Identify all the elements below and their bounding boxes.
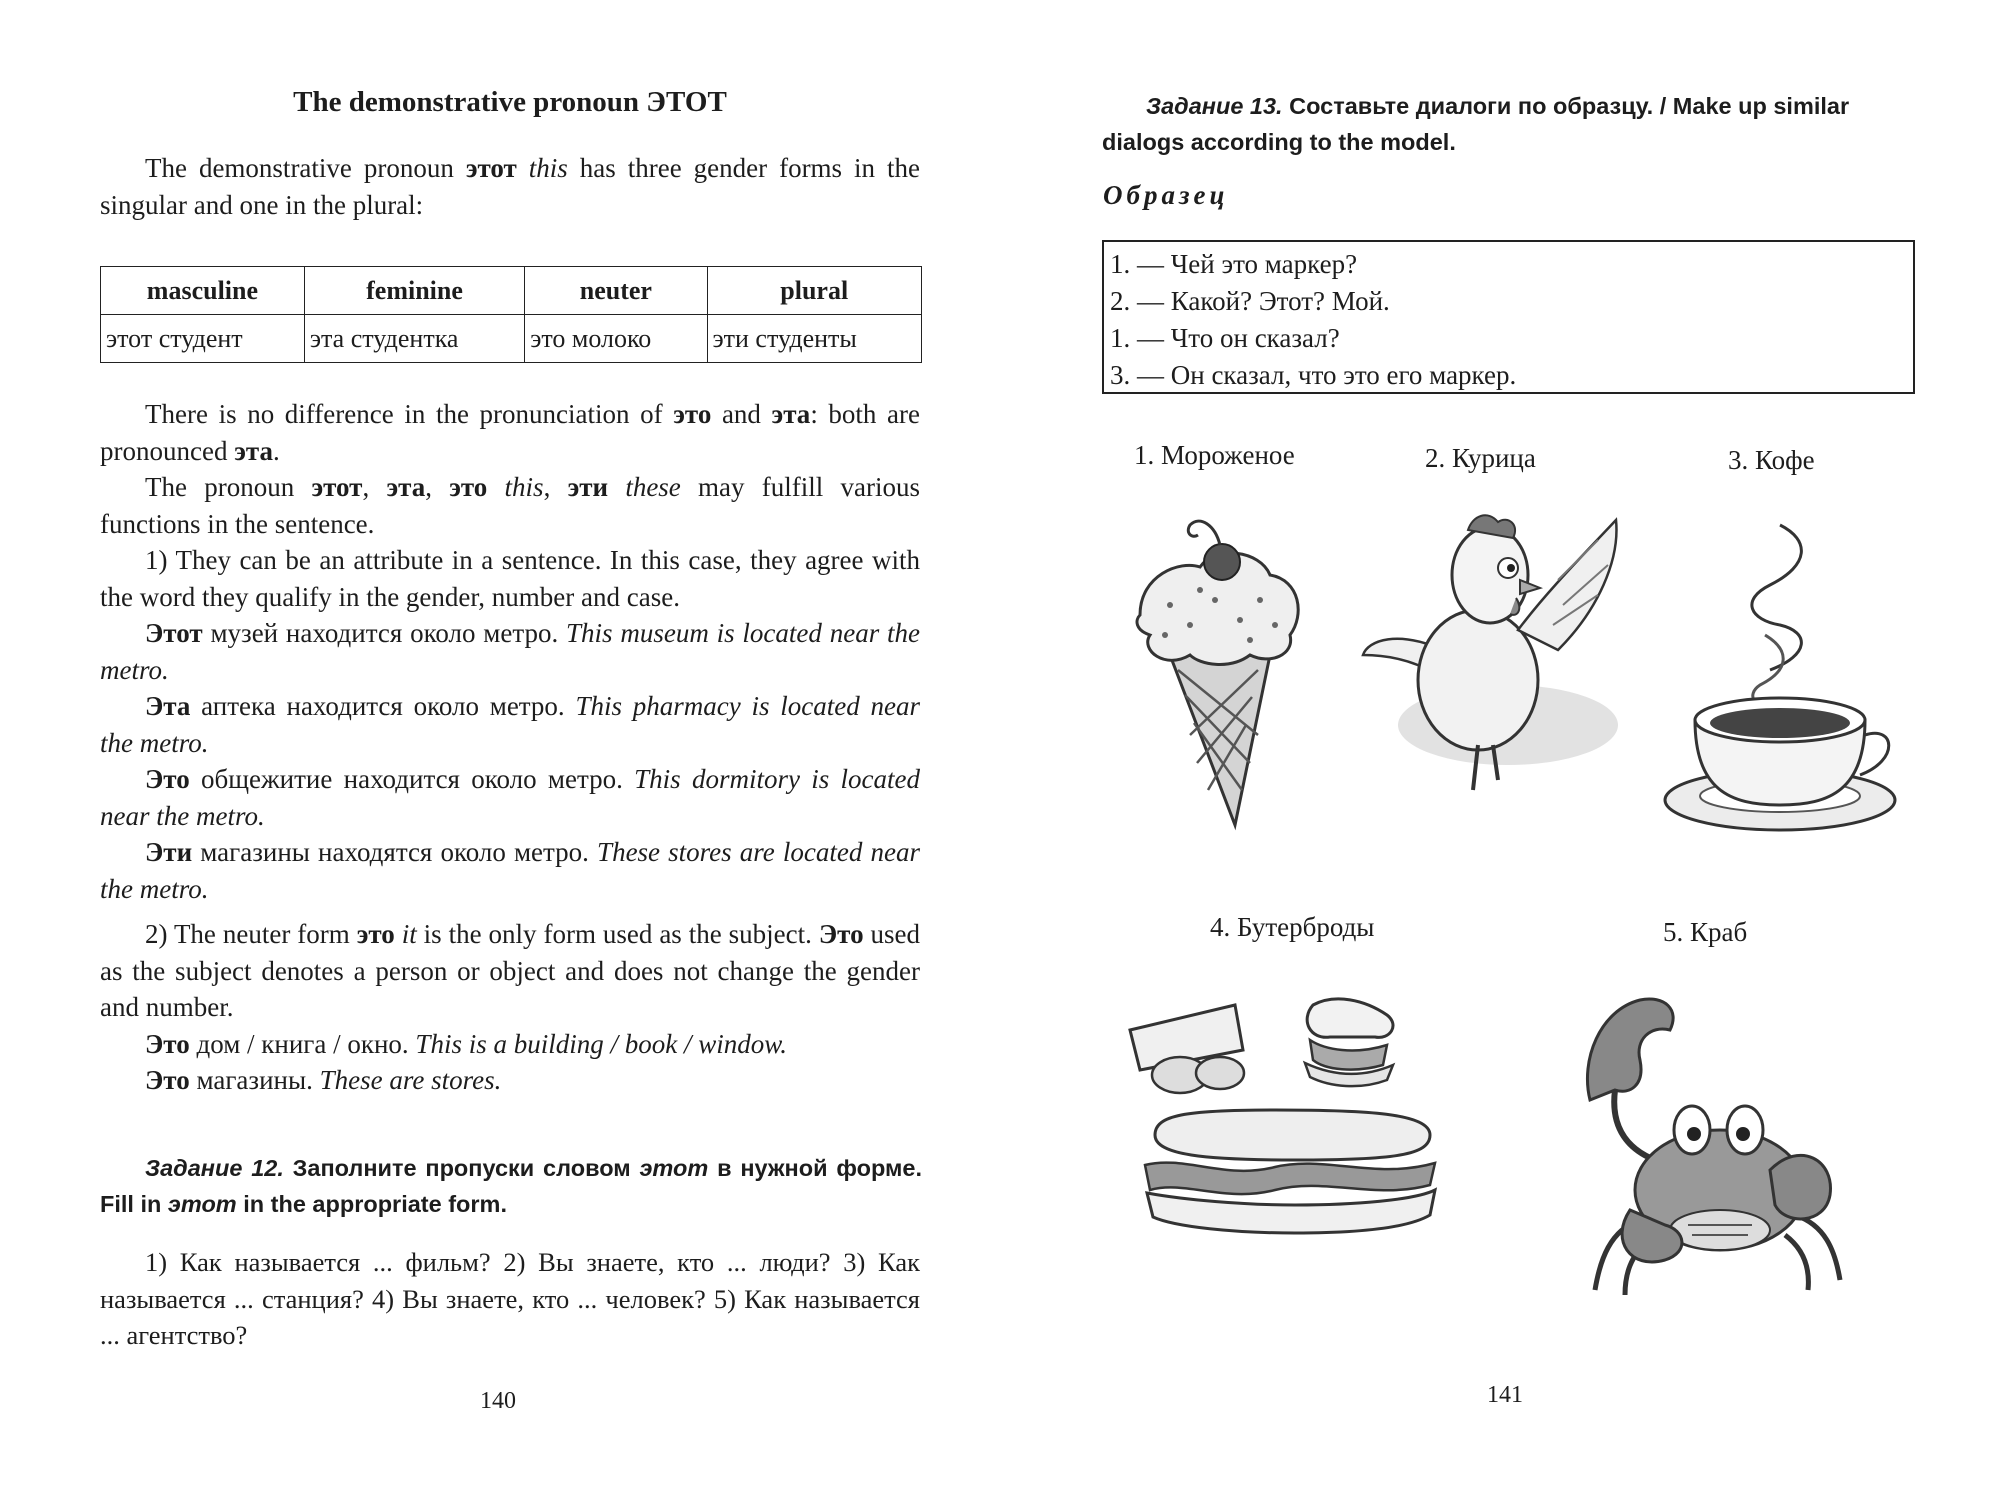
sample-label: Образец bbox=[1103, 180, 1229, 210]
model-line: 1. — Чей это маркер? bbox=[1110, 249, 1358, 279]
task-13-heading: Задание 13. Составьте диалоги по образцу. / Make up similar dialogs according to the model. bbox=[1102, 93, 1850, 155]
ice-cream-icon bbox=[1130, 505, 1310, 835]
model-line: 2. — Какой? Этот? Мой. bbox=[1110, 286, 1390, 316]
table-cell: эти студенты bbox=[707, 315, 922, 363]
example-sentence: Это магазины. These are stores. bbox=[145, 1065, 502, 1095]
table-cell: эта студентка bbox=[304, 315, 524, 363]
table-header: feminine bbox=[304, 267, 524, 315]
functions-paragraph: The pronoun этот, эта, это this, эти these may fulfill various functions in the sentence. bbox=[100, 472, 920, 539]
example-sentence: Это общежитие находится около метро. This dormitory is located near the metro. bbox=[100, 764, 920, 831]
rule-two-block bbox=[100, 916, 920, 1099]
table-row bbox=[101, 315, 922, 363]
pronunciation-paragraph: There is no difference in the pronunciation of это and эта: both are pronounced эта. bbox=[100, 399, 921, 466]
rules-block bbox=[100, 396, 920, 907]
rule-one: 1) They can be an attribute in a sentence. In this case, they agree with the word they qualify in the gender, number and case. bbox=[100, 545, 920, 612]
table-cell: это молоко bbox=[525, 315, 707, 363]
picture-caption: 1. Мороженое bbox=[1134, 440, 1295, 470]
model-line: 3. — Он сказал, что это его маркер. bbox=[1110, 360, 1517, 390]
table-header: masculine bbox=[101, 267, 305, 315]
crab-icon bbox=[1570, 990, 1860, 1305]
exercise-12: 1) Как называется ... фильм? 2) Вы знаете, кто ... люди? 3) Как называется ... станция? 4) Вы знаете, кто ... человек? 5) Как называется ... агентство? bbox=[100, 1247, 920, 1350]
sandwiches-icon bbox=[1125, 995, 1455, 1250]
table-cell: этот студент bbox=[101, 315, 305, 363]
table-header: plural bbox=[707, 267, 922, 315]
rule-two: 2) The neuter form это it is the only form used as the subject. Это used as the subject denotes a person or object and does not change the gender and number. bbox=[100, 919, 920, 1022]
picture-caption: 5. Краб bbox=[1663, 917, 1748, 947]
picture-caption: 2. Курица bbox=[1425, 443, 1536, 473]
picture-caption: 3. Кофе bbox=[1728, 445, 1815, 475]
gender-forms-table bbox=[100, 266, 922, 363]
model-dialog-box bbox=[1102, 240, 1915, 394]
page-title: The demonstrative pronoun ЭТОТ bbox=[293, 86, 727, 118]
model-line: 1. — Что он сказал? bbox=[1110, 323, 1340, 353]
page-number: 141 bbox=[1487, 1382, 1523, 1408]
table-header: neuter bbox=[525, 267, 707, 315]
table-header-row bbox=[101, 267, 922, 315]
chicken-icon bbox=[1358, 510, 1628, 795]
page-number: 140 bbox=[480, 1388, 516, 1414]
example-sentence: Эта аптека находится около метро. This pharmacy is located near the metro. bbox=[100, 691, 920, 758]
example-sentence: Эти магазины находятся около метро. These stores are located near the metro. bbox=[100, 837, 920, 904]
intro-paragraph: The demonstrative pronoun этот this has three gender forms in the singular and one in the plural: bbox=[100, 153, 920, 220]
task-12-heading: Задание 12. Заполните пропуски словом этот в нужной форме. Fill in этот in the appropriate form. bbox=[100, 1155, 922, 1217]
example-sentence: Этот музей находится около метро. This museum is located near the metro. bbox=[100, 618, 920, 685]
picture-caption: 4. Бутерброды bbox=[1210, 912, 1375, 942]
example-sentence: Это дом / книга / окно. This is a building / book / window. bbox=[145, 1028, 787, 1059]
coffee-cup-icon bbox=[1660, 520, 1900, 840]
